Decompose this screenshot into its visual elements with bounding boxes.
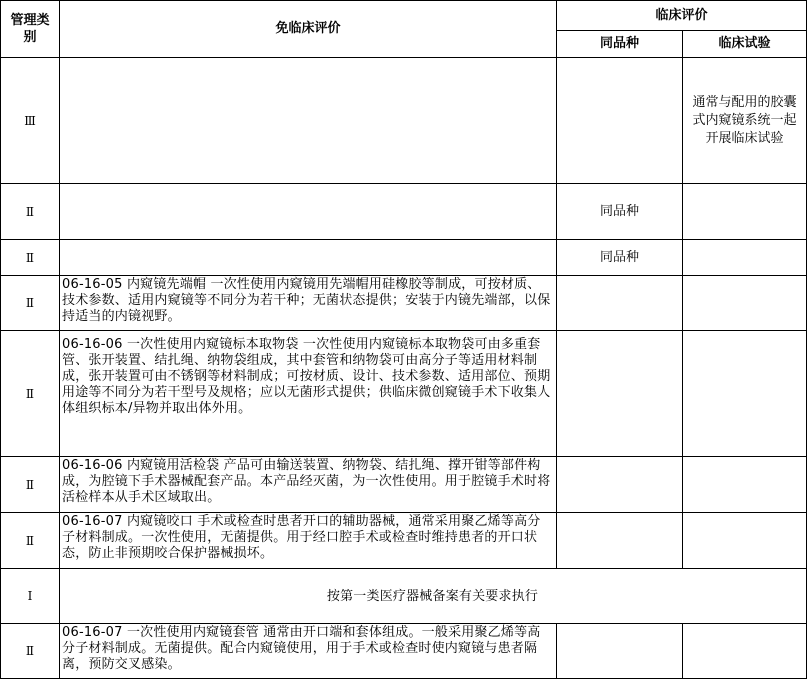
category-cell: Ⅱ: [1, 240, 60, 276]
same-variety-cell: [557, 513, 683, 569]
category-cell: Ⅲ: [1, 58, 60, 184]
description-cell: 06-16-07 一次性使用内窥镜套管 通常由开口端和套体组成。一般采用聚乙烯等高分子材料制成。无菌提供。配合内窥镜使用，用于手术或检查时使内窥镜与患者隔离，预防交叉感染。: [60, 624, 557, 679]
clinical-trial-cell: [683, 624, 807, 679]
description-cell: 06-16-06 内窥镜用活检袋 产品可由输送装置、纳物袋、结扎绳、撑开钳等部件构成，为腔镜下手术器械配套产品。本产品经灭菌，为一次性使用。用于腔镜手术时将活检样本从手术区域取出。: [60, 457, 557, 513]
table-row: [1, 331, 807, 457]
table-row: [1, 184, 807, 240]
table-row: [1, 276, 807, 331]
clinical-trial-cell: 通常与配用的胶囊式内窥镜系统一起开展临床试验: [683, 58, 807, 184]
category-cell: Ⅱ: [1, 184, 60, 240]
same-variety-cell: 同品种: [557, 184, 683, 240]
clinical-trial-cell: [683, 276, 807, 331]
clinical-trial-header: 临床试验: [683, 31, 807, 58]
description-cell: [60, 58, 557, 184]
same-variety-cell: [557, 457, 683, 513]
category-cell: Ⅰ: [1, 569, 60, 624]
clinical-trial-cell: [683, 331, 807, 457]
table-row: [1, 457, 807, 513]
description-cell: [60, 240, 557, 276]
table-row: [1, 513, 807, 569]
exempt-header: 免临床评价: [60, 1, 557, 58]
table-row: [1, 240, 807, 276]
clinical-trial-cell: [683, 184, 807, 240]
table-row: [1, 569, 807, 624]
same-variety-header: 同品种: [557, 31, 683, 58]
same-variety-cell: [557, 58, 683, 184]
clinical-trial-cell: [683, 457, 807, 513]
header-row: [1, 1, 807, 31]
category-cell: Ⅱ: [1, 457, 60, 513]
merged-note-cell: 按第一类医疗器械备案有关要求执行: [60, 569, 807, 624]
category-cell: Ⅱ: [1, 276, 60, 331]
clinical-trial-cell: [683, 513, 807, 569]
category-cell: Ⅱ: [1, 513, 60, 569]
table-row: [1, 58, 807, 184]
description-cell: [60, 184, 557, 240]
category-cell: Ⅱ: [1, 624, 60, 679]
clinical-trial-cell: [683, 240, 807, 276]
category-header: 管理类别: [1, 1, 60, 58]
description-cell: 06-16-05 内窥镜先端帽 一次性使用内窥镜用先端帽用硅橡胶等制成，可按材质、技术参数、适用内窥镜等不同分为若干种；无菌状态提供；安装于内镜先端部，以保持适当的内镜视野。: [60, 276, 557, 331]
same-variety-cell: 同品种: [557, 240, 683, 276]
table-row: [1, 624, 807, 679]
same-variety-cell: [557, 276, 683, 331]
same-variety-cell: [557, 624, 683, 679]
description-cell: 06-16-06 一次性使用内窥镜标本取物袋 一次性使用内窥镜标本取物袋可由多重套管、张开装置、结扎绳、纳物袋组成，其中套管和纳物袋可由高分子等适用材料制成，张开装置可由不锈钢等材料制成；可按材质、设计、技术参数、适用部位、预期用途等不同分为若干型号及规格；应以无菌形式提供；供临床微创窥镜手术下收集人体组织标本/异物并取出体外用。: [60, 331, 557, 457]
clinical-evaluation-header: 临床评价: [557, 1, 807, 31]
category-cell: Ⅱ: [1, 331, 60, 457]
same-variety-cell: [557, 331, 683, 457]
description-cell: 06-16-07 内窥镜咬口 手术或检查时患者开口的辅助器械，通常采用聚乙烯等高分子材料制成。一次性使用，无菌提供。用于经口腔手术或检查时维持患者的开口状态，防止非预期咬合保护器械损坏。: [60, 513, 557, 569]
